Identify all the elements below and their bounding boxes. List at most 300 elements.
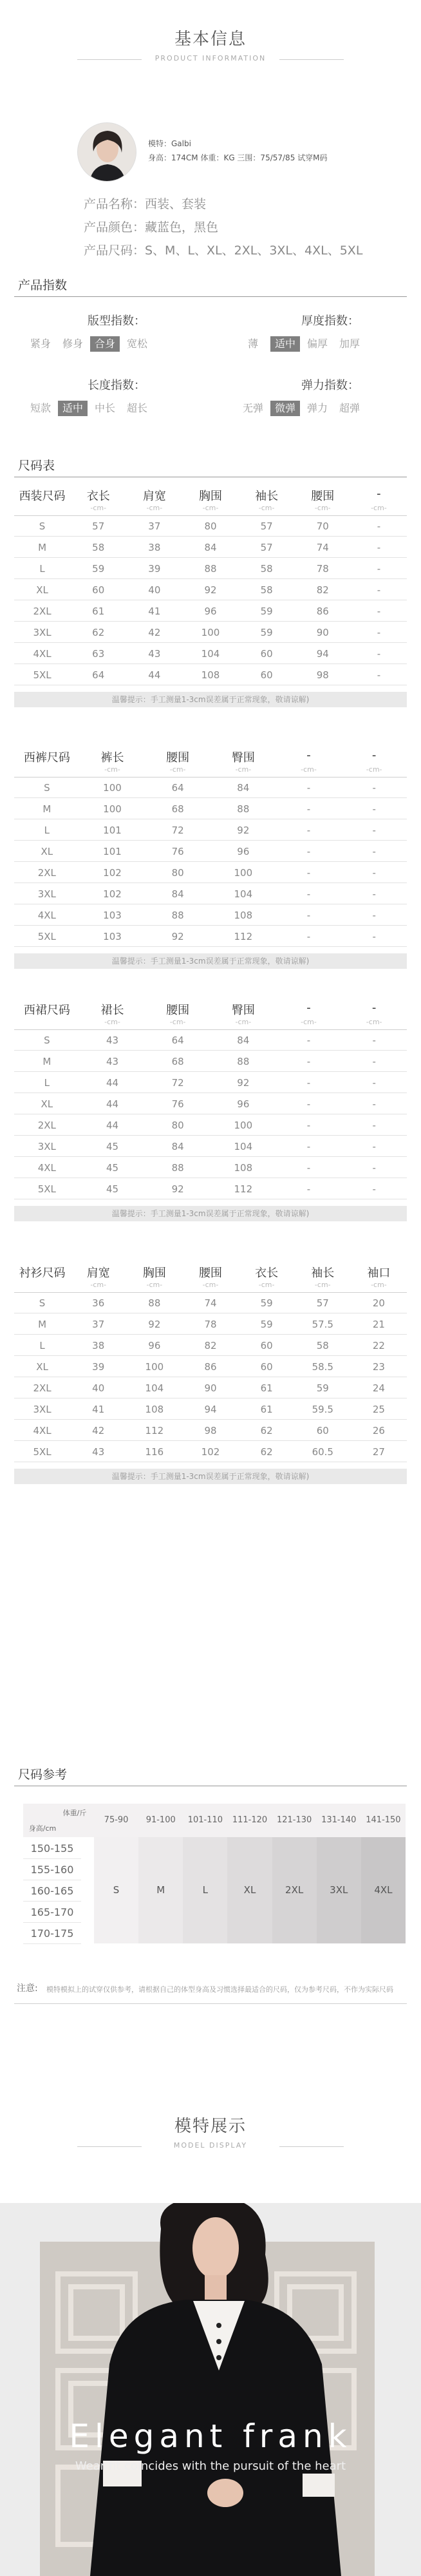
- table-2-row-4-cell-5: -: [372, 1120, 376, 1131]
- table-2-row-2-cell-4: -: [306, 1077, 311, 1089]
- table-0-row-2-cell-3: 88: [204, 563, 217, 575]
- table-3-row-1-cell-3: 78: [204, 1319, 217, 1330]
- table-3-row-4-cell-4: 61: [260, 1382, 273, 1394]
- table-3-unit-3: -cm-: [202, 1281, 219, 1289]
- table-3-row-1-line: [14, 1334, 407, 1335]
- table-1-unit-2: -cm-: [169, 765, 186, 774]
- index-group-1-option-2: 偏厚: [306, 338, 328, 350]
- table-1-row-2-cell-2: 72: [171, 825, 184, 836]
- table-0-row-4-cell-6: -: [377, 606, 381, 617]
- table-0-row-5-cell-6: -: [377, 627, 381, 638]
- table-2-row-4-cell-3: 100: [234, 1120, 253, 1131]
- index-group-2-title: 长度指数：: [88, 379, 145, 392]
- table-0-row-0-cell-1: 57: [92, 520, 105, 532]
- table-1-row-5-cell-2: 84: [171, 888, 184, 900]
- table-0-unit-2: -cm-: [146, 504, 163, 512]
- table-1-row-6-cell-2: 88: [171, 910, 184, 921]
- index-group-3-title: 弹力指数：: [301, 379, 359, 392]
- table-3-row-3-cell-2: 100: [145, 1361, 164, 1373]
- table-2-row-3-cell-2: 76: [171, 1098, 184, 1110]
- index-group-0-option-2-selected: 合身: [90, 336, 120, 352]
- table-0-header-6: -: [377, 487, 381, 501]
- table-2-row-2-cell-3: 92: [237, 1077, 250, 1089]
- table-0-row-3-cell-0: XL: [36, 584, 48, 596]
- table-0-header-2: 肩宽: [142, 490, 166, 503]
- table-3-header-6: 袖口: [367, 1266, 391, 1280]
- table-0-row-6-cell-1: 63: [92, 648, 105, 660]
- table-0-header-5: 腰围: [311, 490, 335, 503]
- table-0-row-4-cell-3: 96: [204, 606, 217, 617]
- table-1-header-5: -: [371, 749, 377, 762]
- table-1-row-4-cell-2: 80: [171, 867, 184, 879]
- table-2-row-2-cell-1: 44: [106, 1077, 119, 1089]
- table-3-row-5-cell-6: 25: [372, 1404, 385, 1415]
- indices-title: 产品指数: [18, 278, 68, 292]
- table-3-row-2-cell-1: 38: [92, 1340, 105, 1351]
- table-2-header-2: 腰围: [166, 1004, 190, 1017]
- table-3-row-2-cell-5: 58: [316, 1340, 329, 1351]
- table-0-note: 温馨提示：手工测量1-3cm误差属于正常现象，敬请谅解): [14, 692, 407, 707]
- table-2-row-6-cell-0: 4XL: [37, 1162, 56, 1174]
- table-2-row-3-cell-4: -: [306, 1098, 311, 1110]
- table-1-header-3: 臀围: [231, 751, 255, 765]
- table-0-row-0-cell-6: -: [377, 520, 381, 532]
- table-3-row-7-cell-6: 27: [372, 1446, 385, 1458]
- note-divider: [14, 2003, 407, 2004]
- table-2-row-7-cell-0: 5XL: [37, 1183, 56, 1195]
- table-3-row-2-cell-2: 96: [148, 1340, 161, 1351]
- table-3-row-4-cell-5: 59: [316, 1382, 329, 1394]
- table-1-row-1-cell-4: -: [306, 803, 311, 815]
- table-1-row-6-cell-1: 103: [103, 910, 122, 921]
- table-2-row-6-cell-4: -: [306, 1162, 311, 1174]
- size-ref-height-line-3: [23, 1922, 81, 1923]
- table-1-row-4-cell-1: 102: [103, 867, 122, 879]
- table-3-row-0-cell-2: 88: [148, 1297, 161, 1309]
- table-0-row-3-cell-3: 92: [204, 584, 217, 596]
- index-group-0-option-0: 紧身: [30, 338, 51, 350]
- table-2-row-5-cell-0: 3XL: [37, 1141, 56, 1152]
- table-0-row-4-cell-0: 2XL: [33, 606, 51, 617]
- table-3-row-0-cell-4: 59: [260, 1297, 273, 1309]
- table-1-row-0-cell-0: S: [44, 782, 50, 794]
- size-ref-title: 尺码参考: [18, 1768, 68, 1782]
- table-0-row-6-cell-5: 94: [316, 648, 329, 660]
- size-ref-size-6: 4XL: [374, 1884, 393, 1896]
- table-0-row-1-cell-4: 57: [260, 542, 273, 553]
- table-2-row-7-cell-5: -: [372, 1183, 376, 1195]
- table-2-row-5-cell-4: -: [306, 1141, 311, 1152]
- table-1-row-5-cell-4: -: [306, 888, 311, 900]
- table-0-row-0-cell-3: 80: [204, 520, 217, 532]
- table-2-row-0-cell-4: -: [306, 1035, 311, 1046]
- table-2-row-1-cell-4: -: [306, 1056, 311, 1067]
- table-0-row-2-cell-5: 78: [316, 563, 329, 575]
- table-1-row-3-cell-0: XL: [41, 846, 53, 857]
- indices-divider: [14, 296, 407, 297]
- table-2-row-4-cell-0: 2XL: [37, 1120, 56, 1131]
- table-0-row-7-cell-2: 44: [148, 669, 161, 681]
- table-3-row-1-cell-5: 57.5: [312, 1319, 333, 1330]
- photo-tagline: Wear fit coincides with the pursuit of the heart: [75, 2459, 346, 2473]
- table-2-row-7-cell-4: -: [306, 1183, 311, 1195]
- table-3-row-5-cell-4: 61: [260, 1404, 273, 1415]
- size-ref-weight-5: 131-140: [321, 1815, 357, 1825]
- note-label: 注意:: [17, 1983, 38, 1994]
- table-3-row-2-cell-6: 22: [372, 1340, 385, 1351]
- table-1-row-7-cell-4: -: [306, 931, 311, 942]
- size-ref-weight-6: 141-150: [366, 1815, 401, 1825]
- table-3-unit-6: -cm-: [371, 1281, 387, 1289]
- size-ref-size-1: M: [156, 1884, 165, 1896]
- table-3-row-6-cell-5: 60: [316, 1425, 329, 1436]
- table-1-row-4-cell-0: 2XL: [37, 867, 56, 879]
- table-1-row-0-cell-1: 100: [103, 782, 122, 794]
- table-1-header-line: [14, 777, 407, 778]
- table-3-row-5-cell-5: 59.5: [312, 1404, 333, 1415]
- table-2-row-0-cell-2: 64: [171, 1035, 184, 1046]
- table-3-row-7-cell-5: 60.5: [312, 1446, 333, 1458]
- size-ref-corner-weight: 体重/斤: [62, 1809, 87, 1817]
- table-1-unit-3: -cm-: [235, 765, 252, 774]
- table-0-row-4-cell-4: 59: [260, 606, 273, 617]
- size-ref-height-0: 150-155: [30, 1842, 74, 1855]
- table-3-row-6-cell-3: 98: [204, 1425, 217, 1436]
- model-photo: [0, 2203, 421, 2576]
- table-0-unit-3: -cm-: [202, 504, 219, 512]
- table-0-header-line: [14, 515, 407, 516]
- index-group-2-option-1-selected: 适中: [58, 401, 88, 416]
- table-0-row-7-cell-6: -: [377, 669, 381, 681]
- size-ref-size-4: 2XL: [285, 1884, 304, 1896]
- table-1-row-7-cell-3: 112: [234, 931, 253, 942]
- table-3-row-5-cell-3: 94: [204, 1404, 217, 1415]
- table-1-row-3-cell-5: -: [372, 846, 376, 857]
- table-2-row-3-cell-5: -: [372, 1098, 376, 1110]
- table-0-row-2-cell-2: 39: [148, 563, 161, 575]
- table-3-row-1-cell-2: 92: [148, 1319, 161, 1330]
- table-1-row-3-cell-3: 96: [237, 846, 250, 857]
- index-group-0-title: 版型指数：: [88, 314, 145, 328]
- table-3-header-2: 胸围: [142, 1266, 166, 1280]
- table-0-header-1: 衣长: [86, 490, 110, 503]
- table-1-row-6-cell-4: -: [306, 910, 311, 921]
- table-0-header-3: 胸围: [198, 490, 222, 503]
- table-3-row-0-cell-5: 57: [316, 1297, 329, 1309]
- table-0-row-4-cell-1: 61: [92, 606, 105, 617]
- table-0-row-3-cell-2: 40: [148, 584, 161, 596]
- table-3-row-1-cell-1: 37: [92, 1319, 105, 1330]
- table-3-row-1-cell-6: 21: [372, 1319, 385, 1330]
- table-2-row-5-cell-2: 84: [171, 1141, 184, 1152]
- table-2-row-1-cell-3: 88: [237, 1056, 250, 1067]
- table-2-row-4-cell-4: -: [306, 1120, 311, 1131]
- table-1-unit-5: -cm-: [366, 765, 382, 774]
- table-0-row-4-cell-5: 86: [316, 606, 329, 617]
- table-0-row-3-cell-4: 58: [260, 584, 273, 596]
- model-photo-illustration: [0, 2203, 421, 2576]
- table-2-header-line: [14, 1029, 407, 1030]
- table-1-row-1-cell-3: 88: [237, 803, 250, 815]
- table-0-row-1-line: [14, 557, 407, 558]
- table-1-row-2-line: [14, 840, 407, 841]
- table-3-header-4: 衣长: [255, 1266, 279, 1280]
- table-0-unit-5: -cm-: [314, 504, 331, 512]
- table-2-header-0: 西裙尺码: [23, 1004, 70, 1017]
- index-group-0-option-1: 修身: [62, 338, 83, 350]
- table-3-row-3-cell-5: 58.5: [312, 1361, 333, 1373]
- table-2-row-2-cell-2: 72: [171, 1077, 184, 1089]
- table-0-row-1-cell-6: -: [377, 542, 381, 553]
- table-0-row-1-cell-1: 58: [92, 542, 105, 553]
- table-1-row-5-cell-1: 102: [103, 888, 122, 900]
- table-1-unit-1: -cm-: [104, 765, 120, 774]
- table-2-row-2-line: [14, 1092, 407, 1093]
- table-2-row-5-line: [14, 1156, 407, 1157]
- table-2-row-6-cell-3: 108: [234, 1162, 253, 1174]
- table-3-row-4-cell-6: 24: [372, 1382, 385, 1394]
- table-2-row-5-cell-3: 104: [234, 1141, 253, 1152]
- table-3-row-3-cell-1: 39: [92, 1361, 105, 1373]
- index-group-3-option-0: 无弹: [242, 402, 263, 414]
- table-3-row-3-cell-0: XL: [36, 1361, 48, 1373]
- table-1-row-7-cell-1: 103: [103, 931, 122, 942]
- table-3-row-6-cell-2: 112: [145, 1425, 164, 1436]
- table-0-row-2-cell-1: 59: [92, 563, 105, 575]
- table-1-header-4: -: [306, 749, 311, 762]
- table-3-row-4-cell-3: 90: [204, 1382, 217, 1394]
- table-1-row-5-cell-0: 3XL: [37, 888, 56, 900]
- table-0-row-5-cell-4: 59: [260, 627, 273, 638]
- table-3-unit-1: -cm-: [90, 1281, 107, 1289]
- index-group-3-option-2: 弹力: [306, 402, 328, 414]
- table-3-row-7-cell-1: 43: [92, 1446, 105, 1458]
- table-3-row-2-cell-0: L: [39, 1340, 45, 1351]
- table-3-header-5: 袖长: [311, 1266, 335, 1280]
- table-0-row-6-cell-0: 4XL: [33, 648, 51, 660]
- table-0-row-7-cell-5: 98: [316, 669, 329, 681]
- table-2-unit-4: -cm-: [301, 1018, 317, 1026]
- table-2-unit-1: -cm-: [104, 1018, 120, 1026]
- size-ref-corner-height: 身高/cm: [28, 1824, 57, 1833]
- table-2-row-0-cell-5: -: [372, 1035, 376, 1046]
- size-ref-height-4: 170-175: [30, 1927, 74, 1940]
- table-3-row-6-cell-6: 26: [372, 1425, 385, 1436]
- table-1-row-2-cell-1: 101: [103, 825, 122, 836]
- table-0-row-0-cell-5: 70: [316, 520, 329, 532]
- index-group-3-option-1-selected: 微弹: [270, 401, 300, 416]
- table-1-row-4-cell-4: -: [306, 867, 311, 879]
- table-0-row-0-line: [14, 536, 407, 537]
- table-3-row-3-cell-6: 23: [372, 1361, 385, 1373]
- size-ref-size-0: S: [113, 1884, 120, 1896]
- table-3-row-6-cell-4: 62: [260, 1425, 273, 1436]
- table-2-row-3-cell-1: 44: [106, 1098, 119, 1110]
- table-1-row-5-cell-5: -: [372, 888, 376, 900]
- photo-headline: Elegant frank: [69, 2418, 352, 2455]
- table-2-header-1: 裙长: [100, 1004, 124, 1017]
- table-2-row-0-cell-0: S: [44, 1035, 50, 1046]
- index-group-2-option-2: 中长: [94, 402, 115, 414]
- index-group-0-option-3: 宽松: [126, 338, 147, 350]
- table-0-row-4-cell-2: 41: [148, 606, 161, 617]
- table-3-row-7-cell-2: 116: [145, 1446, 164, 1458]
- table-0-row-5-cell-0: 3XL: [33, 627, 51, 638]
- table-2-row-4-cell-1: 44: [106, 1120, 119, 1131]
- table-1-row-7-cell-2: 92: [171, 931, 184, 942]
- table-0-row-2-cell-6: -: [377, 563, 381, 575]
- table-0-unit-1: -cm-: [90, 504, 107, 512]
- table-2-row-4-line: [14, 1135, 407, 1136]
- table-2-row-7-cell-1: 45: [106, 1183, 119, 1195]
- product-color: 产品颜色：藏蓝色，黑色: [84, 220, 219, 234]
- table-2-unit-3: -cm-: [235, 1018, 252, 1026]
- size-ref-weight-0: 75-90: [104, 1815, 129, 1825]
- table-1-row-3-cell-1: 101: [103, 846, 122, 857]
- table-2-row-5-cell-1: 45: [106, 1141, 119, 1152]
- table-3-row-5-cell-0: 3XL: [33, 1404, 51, 1415]
- table-0-row-1-cell-2: 38: [148, 542, 161, 553]
- table-0-row-0-cell-0: S: [39, 520, 46, 532]
- table-0-row-2-cell-4: 58: [260, 563, 273, 575]
- table-2-row-3-cell-0: XL: [41, 1098, 53, 1110]
- table-3-row-0-cell-1: 36: [92, 1297, 105, 1309]
- table-0-row-6-cell-2: 43: [148, 648, 161, 660]
- table-0-row-1-cell-5: 74: [316, 542, 329, 553]
- table-1-row-0-cell-5: -: [372, 782, 376, 794]
- table-0-row-2-cell-0: L: [39, 563, 45, 575]
- table-2-row-2-cell-5: -: [372, 1077, 376, 1089]
- table-0-row-7-cell-1: 64: [92, 669, 105, 681]
- table-3-row-2-cell-4: 60: [260, 1340, 273, 1351]
- table-3-row-1-cell-4: 59: [260, 1319, 273, 1330]
- table-0-row-5-cell-3: 100: [201, 627, 220, 638]
- table-1-row-4-cell-5: -: [372, 867, 376, 879]
- table-1-note: 温馨提示：手工测量1-3cm误差属于正常现象，敬请谅解): [14, 953, 407, 969]
- table-3-row-4-cell-2: 104: [145, 1382, 164, 1394]
- table-0-row-2-line: [14, 578, 407, 579]
- table-2-header-3: 臀围: [231, 1004, 255, 1017]
- table-3-row-3-cell-4: 60: [260, 1361, 273, 1373]
- note-text: 模特模拟上的试穿仅供参考，请根据自己的体型身高及习惯选择最适合的尺码，仅为参考尺码，不作为实际尺码: [46, 1985, 393, 1994]
- product-sizes: 产品尺码：S、M、L、XL、2XL、3XL、4XL、5XL: [84, 243, 363, 258]
- table-3-row-3-cell-3: 86: [204, 1361, 217, 1373]
- table-3-header-3: 腰围: [198, 1266, 222, 1280]
- table-2-note: 温馨提示：手工测量1-3cm误差属于正常现象，敬请谅解): [14, 1206, 407, 1221]
- table-2-row-1-cell-0: M: [42, 1056, 51, 1067]
- table-2-row-7-cell-3: 112: [234, 1183, 253, 1195]
- basic-info-title: 基本信息: [174, 30, 247, 49]
- table-1-header-1: 裤长: [100, 751, 124, 765]
- size-ref-weight-2: 101-110: [187, 1815, 223, 1825]
- table-3-unit-4: -cm-: [258, 1281, 275, 1289]
- table-1-row-4-cell-3: 100: [234, 867, 253, 879]
- table-2-row-7-cell-2: 92: [171, 1183, 184, 1195]
- table-0-row-0-cell-2: 37: [148, 520, 161, 532]
- table-1-row-5-cell-3: 104: [234, 888, 253, 900]
- table-3-row-2-line: [14, 1355, 407, 1356]
- table-2-unit-5: -cm-: [366, 1018, 382, 1026]
- table-0-row-5-cell-1: 62: [92, 627, 105, 638]
- index-group-2-option-0: 短款: [30, 402, 51, 414]
- table-1-row-6-cell-0: 4XL: [37, 910, 56, 921]
- table-3-row-1-cell-0: M: [38, 1319, 47, 1330]
- table-3-unit-2: -cm-: [146, 1281, 163, 1289]
- table-1-unit-4: -cm-: [301, 765, 317, 774]
- table-1-row-3-cell-2: 76: [171, 846, 184, 857]
- table-0-row-5-cell-2: 42: [148, 627, 161, 638]
- table-3-row-2-cell-3: 82: [204, 1340, 217, 1351]
- table-0-row-4-line: [14, 621, 407, 622]
- table-3-row-7-cell-3: 102: [201, 1446, 220, 1458]
- table-0-row-3-cell-1: 60: [92, 584, 105, 596]
- index-group-1-option-0: 薄: [247, 338, 258, 350]
- table-1-row-1-cell-2: 68: [171, 803, 184, 815]
- table-0-row-6-cell-6: -: [377, 648, 381, 660]
- table-0-header-4: 袖长: [255, 490, 279, 503]
- size-ref-size-2: L: [202, 1884, 209, 1896]
- model-avatar: [77, 122, 136, 182]
- table-1-row-2-cell-0: L: [44, 825, 50, 836]
- table-0-row-7-cell-0: 5XL: [33, 669, 51, 681]
- table-1-row-0-cell-4: -: [306, 782, 311, 794]
- table-3-header-1: 肩宽: [86, 1266, 110, 1280]
- table-1-row-7-cell-0: 5XL: [37, 931, 56, 942]
- table-2-header-5: -: [371, 1001, 377, 1015]
- table-0-header-0: 西装尺码: [19, 490, 66, 503]
- model-display-title: 模特展示: [174, 2117, 247, 2136]
- table-0-row-1-cell-0: M: [38, 542, 47, 553]
- table-3-row-7-cell-0: 5XL: [33, 1446, 51, 1458]
- table-1-row-1-cell-1: 100: [103, 803, 122, 815]
- table-3-header-line: [14, 1292, 407, 1293]
- table-3-row-0-cell-0: S: [39, 1297, 46, 1309]
- size-ref-height-2: 160-165: [30, 1885, 74, 1897]
- size-ref-height-line-4: [23, 1943, 81, 1944]
- table-2-row-1-cell-2: 68: [171, 1056, 184, 1067]
- table-0-row-1-cell-3: 84: [204, 542, 217, 553]
- size-ref-size-3: XL: [243, 1884, 256, 1896]
- table-2-row-1-cell-5: -: [372, 1056, 376, 1067]
- table-2-row-0-line: [14, 1050, 407, 1051]
- table-0-row-5-cell-5: 90: [316, 627, 329, 638]
- table-0-row-0-cell-4: 57: [260, 520, 273, 532]
- table-3-header-0: 衬衫尺码: [19, 1266, 66, 1280]
- index-group-3-option-3: 超弹: [339, 402, 360, 414]
- table-1-row-7-cell-5: -: [372, 931, 376, 942]
- table-1-row-2-cell-5: -: [372, 825, 376, 836]
- index-group-1-title: 厚度指数：: [301, 314, 359, 328]
- size-ref-height-3: 165-170: [30, 1906, 74, 1918]
- size-ref-weight-4: 121-130: [276, 1815, 312, 1825]
- size-ref-height-line-0: [23, 1858, 81, 1859]
- table-3-row-7-cell-4: 62: [260, 1446, 273, 1458]
- table-1-row-2-cell-4: -: [306, 825, 311, 836]
- table-0-row-6-cell-3: 104: [201, 648, 220, 660]
- table-3-row-4-cell-0: 2XL: [33, 1382, 51, 1394]
- product-name: 产品名称：西装、套装: [84, 197, 207, 211]
- table-3-row-5-cell-1: 41: [92, 1404, 105, 1415]
- table-2-row-5-cell-5: -: [372, 1141, 376, 1152]
- model-measurements: 身高：174CM 体重：KG 三围：75/57/85 试穿M码: [148, 153, 328, 162]
- table-3-row-6-line: [14, 1440, 407, 1441]
- table-1-row-3-cell-4: -: [306, 846, 311, 857]
- table-3-row-0-cell-3: 74: [204, 1297, 217, 1309]
- table-0-row-6-cell-4: 60: [260, 648, 273, 660]
- table-0-row-5-line: [14, 642, 407, 643]
- table-0-row-3-cell-6: -: [377, 584, 381, 596]
- table-3-row-5-line: [14, 1419, 407, 1420]
